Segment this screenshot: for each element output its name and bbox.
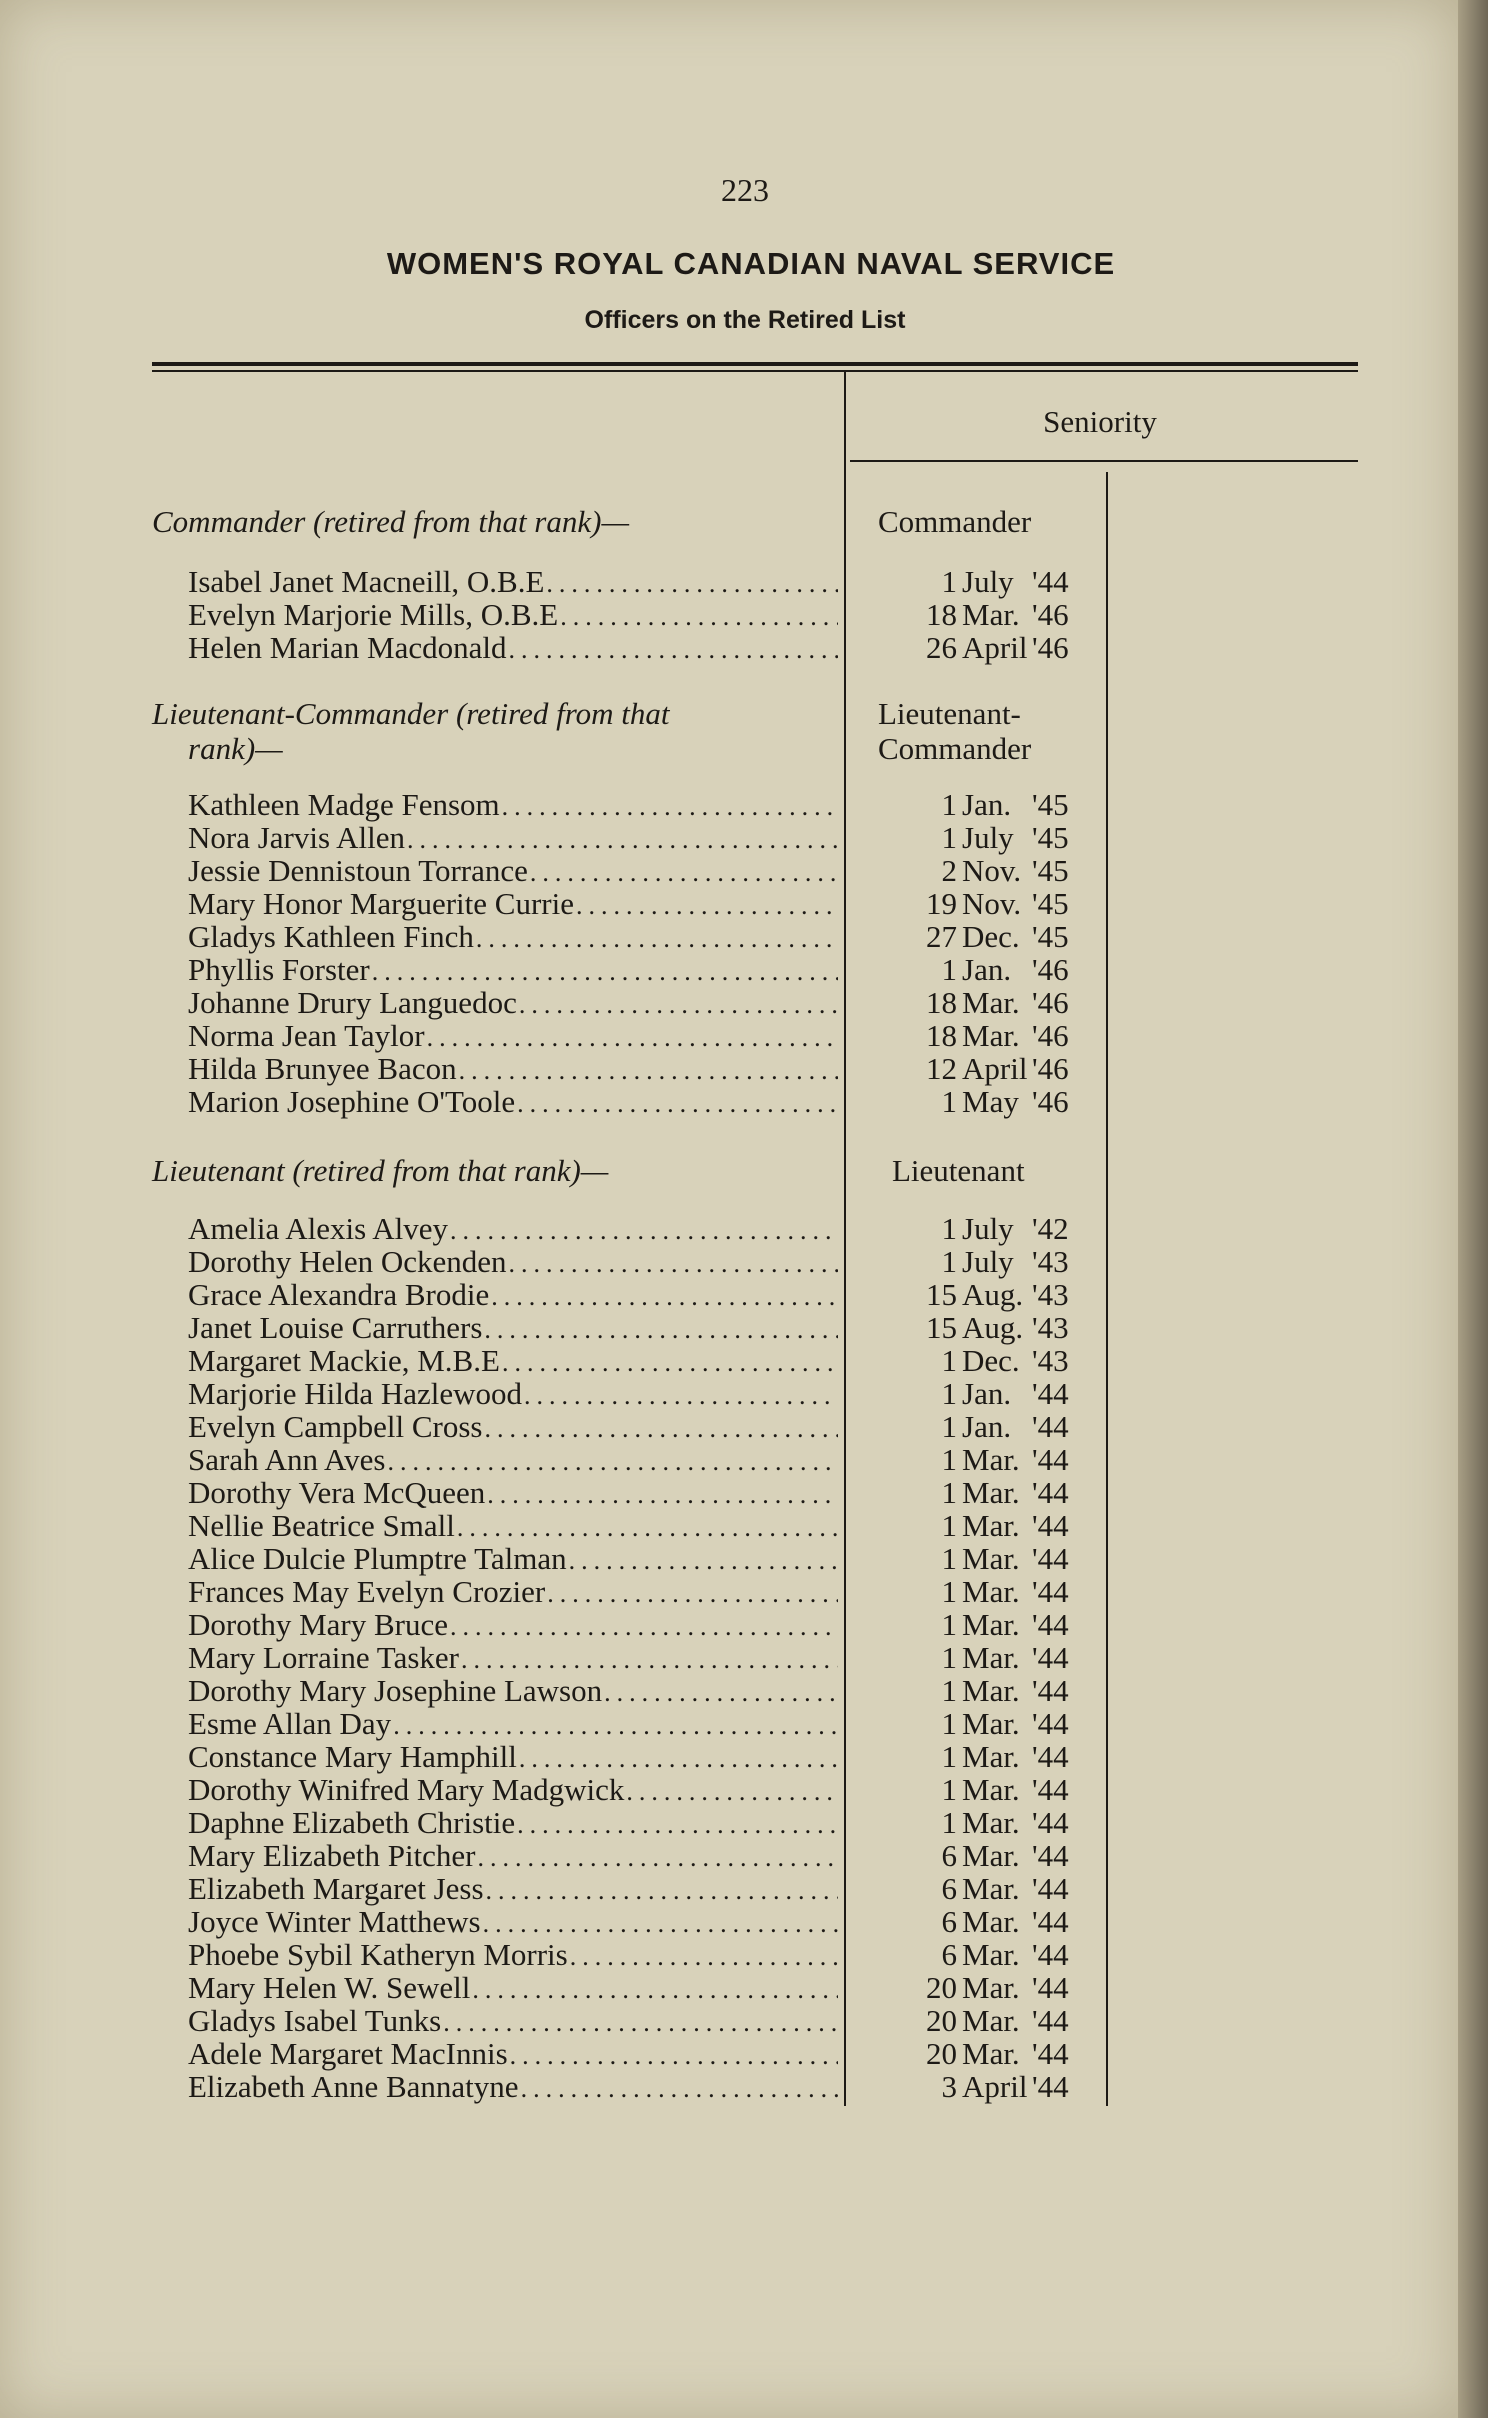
officer-name: Sarah Ann Aves — [188, 1442, 386, 1477]
leader-dots — [517, 1808, 838, 1841]
leader-dots — [576, 889, 838, 922]
leader-dots — [476, 922, 838, 955]
date-month: April — [962, 1051, 1028, 1086]
date-month: Dec. — [962, 1343, 1020, 1378]
officer-name: Dorothy Helen Ockenden — [188, 1244, 507, 1279]
seniority-date — [870, 920, 1102, 953]
leader-dots — [484, 1313, 838, 1346]
header-rule-thin — [152, 370, 1358, 372]
date-day: 1 — [941, 1706, 957, 1741]
leader-dots — [502, 790, 838, 823]
officer-name: Jessie Dennistoun Torrance — [188, 853, 528, 888]
column-divider — [844, 372, 846, 2106]
date-year: '44 — [1032, 1673, 1069, 1708]
date-year: '44 — [1032, 1574, 1069, 1609]
list-item — [188, 1641, 838, 1674]
list-item — [188, 1971, 838, 2004]
list-item — [188, 1938, 838, 1971]
list-item — [188, 788, 838, 821]
date-month: Jan. — [962, 1409, 1012, 1444]
officer-name: Joyce Winter Matthews — [188, 1904, 481, 1939]
list-item — [188, 1245, 838, 1278]
date-year: '46 — [1032, 1018, 1069, 1053]
date-month: Jan. — [962, 1376, 1012, 1411]
officer-name: Kathleen Madge Fensom — [188, 787, 500, 822]
date-day: 1 — [941, 1376, 957, 1411]
date-year: '44 — [1032, 1937, 1069, 1972]
date-year: '44 — [1032, 1904, 1069, 1939]
leader-dots — [461, 1643, 838, 1676]
date-day: 6 — [941, 1838, 957, 1873]
date-day: 1 — [941, 1772, 957, 1807]
seniority-date — [870, 1245, 1102, 1278]
date-day: 1 — [941, 1475, 957, 1510]
date-month: Mar. — [962, 1640, 1020, 1675]
date-year: '45 — [1032, 886, 1069, 921]
seniority-date — [870, 1674, 1102, 1707]
seniority-date — [870, 953, 1102, 986]
date-year: '44 — [1032, 1376, 1069, 1411]
date-month: Mar. — [962, 985, 1020, 1020]
list-item — [188, 1674, 838, 1707]
date-year: '44 — [1032, 1739, 1069, 1774]
date-day: 15 — [926, 1310, 957, 1345]
date-month: Mar. — [962, 597, 1020, 632]
officer-name: Mary Honor Marguerite Currie — [188, 886, 574, 921]
leader-dots — [547, 1577, 838, 1610]
date-year: '44 — [1032, 1541, 1069, 1576]
list-item — [188, 1542, 838, 1575]
officer-name: Amelia Alexis Alvey — [188, 1211, 449, 1246]
officer-name: Gladys Kathleen Finch — [188, 919, 474, 954]
leader-dots — [510, 2039, 838, 2072]
date-month: Mar. — [962, 1607, 1020, 1642]
date-day: 1 — [941, 1244, 957, 1279]
officer-name: Mary Helen W. Sewell — [188, 1970, 471, 2005]
officer-name: Gladys Isabel Tunks — [188, 2003, 442, 2038]
date-year: '44 — [1032, 2069, 1069, 2104]
list-item — [188, 2037, 838, 2070]
officer-name: Nellie Beatrice Small — [188, 1508, 455, 1543]
seniority-date — [870, 821, 1102, 854]
date-day: 2 — [941, 853, 957, 888]
date-day: 1 — [941, 564, 957, 599]
date-month: Mar. — [962, 1541, 1020, 1576]
officer-name: Norma Jean Taylor — [188, 1018, 425, 1053]
date-month: Mar. — [962, 1904, 1020, 1939]
date-day: 18 — [926, 597, 957, 632]
page-number: 223 — [721, 172, 769, 208]
list-item — [188, 1410, 838, 1443]
date-year: '46 — [1032, 1084, 1069, 1119]
date-day: 1 — [941, 1409, 957, 1444]
seniority-date — [870, 1740, 1102, 1773]
list-item — [188, 1740, 838, 1773]
date-month: Mar. — [962, 2036, 1020, 2071]
seniority-date — [870, 2070, 1102, 2103]
date-day: 20 — [926, 2036, 957, 2071]
seniority-date — [870, 1707, 1102, 1740]
officer-name: Isabel Janet Macneill, O.B.E — [188, 564, 545, 599]
seniority-date — [870, 1052, 1102, 1085]
date-month: Mar. — [962, 1508, 1020, 1543]
date-day: 1 — [941, 1541, 957, 1576]
date-month: Dec. — [962, 919, 1020, 954]
list-item — [188, 1476, 838, 1509]
page-edge — [1458, 0, 1488, 2418]
date-month: Mar. — [962, 1805, 1020, 1840]
date-year: '44 — [1032, 1805, 1069, 1840]
officer-name: Frances May Evelyn Crozier — [188, 1574, 546, 1609]
date-day: 6 — [941, 1937, 957, 1972]
rank-label-lieutenant-commander: Lieutenant- — [878, 696, 1021, 731]
seniority-date — [870, 2037, 1102, 2070]
leader-dots — [570, 1940, 838, 1973]
date-year: '44 — [1032, 564, 1069, 599]
rank-label-lieutenant: Lieutenant — [892, 1153, 1025, 1188]
date-year: '44 — [1032, 1442, 1069, 1477]
date-month: April — [962, 630, 1028, 665]
seniority-date — [870, 2004, 1102, 2037]
officer-name: Alice Dulcie Plumptre Talman — [188, 1541, 567, 1576]
officer-name: Constance Mary Hamphill — [188, 1739, 517, 1774]
date-month: Mar. — [962, 1739, 1020, 1774]
officer-name: Mary Elizabeth Pitcher — [188, 1838, 476, 1873]
leader-dots — [450, 1610, 838, 1643]
officer-name: Dorothy Winifred Mary Madgwick — [188, 1772, 625, 1807]
list-item — [188, 821, 838, 854]
list-item — [188, 1085, 838, 1118]
list-item — [188, 1278, 838, 1311]
date-year: '46 — [1032, 952, 1069, 987]
date-day: 1 — [941, 820, 957, 855]
seniority-date — [870, 1509, 1102, 1542]
leader-dots — [478, 1841, 838, 1874]
date-year: '46 — [1032, 630, 1069, 665]
date-day: 1 — [941, 1574, 957, 1609]
seniority-date — [870, 1212, 1102, 1245]
leader-dots — [519, 1742, 838, 1775]
officer-name: Janet Louise Carruthers — [188, 1310, 483, 1345]
date-month: Mar. — [962, 1442, 1020, 1477]
list-item — [188, 1707, 838, 1740]
date-year: '44 — [1032, 1475, 1069, 1510]
leader-dots — [626, 1775, 838, 1808]
section-heading-commander: Commander (retired from that rank)— — [152, 504, 630, 539]
date-month: Mar. — [962, 1970, 1020, 2005]
date-year: '45 — [1032, 853, 1069, 888]
officer-name: Phyllis Forster — [188, 952, 370, 987]
date-month: July — [962, 1211, 1014, 1246]
date-month: Aug. — [962, 1310, 1024, 1345]
leader-dots — [517, 1087, 838, 1120]
seniority-date — [870, 1773, 1102, 1806]
officer-name: Esme Allan Day — [188, 1706, 392, 1741]
date-month: July — [962, 564, 1014, 599]
seniority-date — [870, 1476, 1102, 1509]
leader-dots — [546, 567, 838, 600]
date-year: '46 — [1032, 1051, 1069, 1086]
date-month: Mar. — [962, 1673, 1020, 1708]
date-year: '43 — [1032, 1277, 1069, 1312]
date-day: 1 — [941, 1343, 957, 1378]
date-day: 1 — [941, 1607, 957, 1642]
seniority-date — [870, 1872, 1102, 1905]
list-item — [188, 1509, 838, 1542]
leader-dots — [427, 1021, 838, 1054]
officer-name: Nora Jarvis Allen — [188, 820, 405, 855]
list-item — [188, 1872, 838, 1905]
page-title: WOMEN'S ROYAL CANADIAN NAVAL SERVICE — [386, 246, 1116, 281]
seniority-date — [870, 631, 1102, 664]
officer-name: Dorothy Mary Bruce — [188, 1607, 448, 1642]
seniority-date — [870, 1905, 1102, 1938]
date-month: Mar. — [962, 1772, 1020, 1807]
seniority-date — [870, 1542, 1102, 1575]
date-year: '44 — [1032, 1970, 1069, 2005]
date-year: '43 — [1032, 1310, 1069, 1345]
date-day: 1 — [941, 1084, 957, 1119]
date-day: 6 — [941, 1871, 957, 1906]
officer-name: Elizabeth Margaret Jess — [188, 1871, 484, 1906]
seniority-date — [870, 1971, 1102, 2004]
date-day: 18 — [926, 1018, 957, 1053]
date-month: April — [962, 2069, 1028, 2104]
date-day: 20 — [926, 1970, 957, 2005]
officer-name: Margaret Mackie, M.B.E — [188, 1343, 500, 1378]
seniority-date — [870, 1608, 1102, 1641]
page-subtitle: Officers on the Retired List — [584, 306, 906, 334]
date-year: '46 — [1032, 597, 1069, 632]
seniority-date — [870, 1344, 1102, 1377]
leader-dots — [483, 1907, 838, 1940]
leader-dots — [524, 1379, 838, 1412]
officer-name: Daphne Elizabeth Christie — [188, 1805, 516, 1840]
officer-name: Marjorie Hilda Hazlewood — [188, 1376, 522, 1411]
rank-label-lieutenant-commander-cont: Commander — [878, 731, 1032, 766]
list-item — [188, 1905, 838, 1938]
list-item — [188, 1575, 838, 1608]
seniority-column-divider — [1106, 472, 1108, 2106]
date-day: 1 — [941, 1508, 957, 1543]
list-item — [188, 1806, 838, 1839]
seniority-date — [870, 854, 1102, 887]
date-year: '44 — [1032, 1607, 1069, 1642]
leader-dots — [443, 2006, 838, 2039]
leader-dots — [407, 823, 838, 856]
rank-label-commander: Commander — [878, 504, 1032, 539]
date-day: 1 — [941, 1673, 957, 1708]
officer-name: Phoebe Sybil Katheryn Morris — [188, 1937, 568, 1972]
date-year: '44 — [1032, 1772, 1069, 1807]
leader-dots — [604, 1676, 838, 1709]
date-month: Mar. — [962, 1574, 1020, 1609]
seniority-date — [870, 1410, 1102, 1443]
list-item — [188, 565, 838, 598]
seniority-date — [870, 1641, 1102, 1674]
leader-dots — [486, 1874, 838, 1907]
leader-dots — [459, 1054, 838, 1087]
seniority-date — [870, 1085, 1102, 1118]
date-year: '44 — [1032, 1871, 1069, 1906]
seniority-date — [870, 1019, 1102, 1052]
leader-dots — [502, 1346, 838, 1379]
list-item — [188, 631, 838, 664]
date-day: 1 — [941, 1442, 957, 1477]
date-month: July — [962, 1244, 1014, 1279]
officer-name: Evelyn Marjorie Mills, O.B.E — [188, 597, 559, 632]
section-heading-lieutenant-commander-cont: rank)— — [188, 731, 283, 766]
seniority-date — [870, 1278, 1102, 1311]
date-month: Nov. — [962, 886, 1022, 921]
leader-dots — [560, 600, 838, 633]
date-year: '44 — [1032, 1640, 1069, 1675]
officer-name: Dorothy Vera McQueen — [188, 1475, 486, 1510]
seniority-column-header: Seniority — [1043, 404, 1157, 439]
list-item — [188, 986, 838, 1019]
officer-name: Helen Marian Macdonald — [188, 630, 507, 665]
leader-dots — [484, 1412, 838, 1445]
date-day: 1 — [941, 1211, 957, 1246]
date-day: 26 — [926, 630, 957, 665]
leader-dots — [393, 1709, 838, 1742]
date-day: 1 — [941, 952, 957, 987]
seniority-date — [870, 598, 1102, 631]
date-day: 1 — [941, 787, 957, 822]
list-item — [188, 1344, 838, 1377]
leader-dots — [530, 856, 838, 889]
list-item — [188, 953, 838, 986]
seniority-date — [870, 1311, 1102, 1344]
date-year: '43 — [1032, 1343, 1069, 1378]
date-month: Aug. — [962, 1277, 1024, 1312]
leader-dots — [487, 1478, 838, 1511]
leader-dots — [387, 1445, 838, 1478]
date-month: Mar. — [962, 1937, 1020, 1972]
list-item — [188, 1377, 838, 1410]
date-year: '45 — [1032, 820, 1069, 855]
date-day: 1 — [941, 1739, 957, 1774]
date-year: '46 — [1032, 985, 1069, 1020]
date-day: 27 — [926, 919, 957, 954]
date-month: July — [962, 820, 1014, 855]
list-item — [188, 1311, 838, 1344]
officer-name: Mary Lorraine Tasker — [188, 1640, 459, 1675]
seniority-date — [870, 1806, 1102, 1839]
list-item — [188, 598, 838, 631]
list-item — [188, 1839, 838, 1872]
date-day: 20 — [926, 2003, 957, 2038]
seniority-date — [870, 1938, 1102, 1971]
seniority-date — [870, 1839, 1102, 1872]
officer-name: Adele Margaret MacInnis — [188, 2036, 508, 2071]
seniority-date — [870, 1575, 1102, 1608]
seniority-date — [870, 565, 1102, 598]
date-year: '44 — [1032, 1838, 1069, 1873]
list-item — [188, 887, 838, 920]
date-month: Mar. — [962, 1838, 1020, 1873]
date-day: 3 — [941, 2069, 957, 2104]
date-year: '43 — [1032, 1244, 1069, 1279]
date-year: '44 — [1032, 2036, 1069, 2071]
date-year: '44 — [1032, 2003, 1069, 2038]
date-month: Mar. — [962, 2003, 1020, 2038]
list-item — [188, 1212, 838, 1245]
seniority-date — [870, 1443, 1102, 1476]
date-year: '42 — [1032, 1211, 1069, 1246]
seniority-date — [870, 887, 1102, 920]
list-item — [188, 2004, 838, 2037]
officer-name: Johanne Drury Languedoc — [188, 985, 517, 1020]
date-year: '45 — [1032, 787, 1069, 822]
leader-dots — [472, 1973, 838, 2006]
officer-name: Marion Josephine O'Toole — [188, 1084, 516, 1119]
section-heading-lieutenant: Lieutenant (retired from that rank)— — [152, 1153, 609, 1188]
date-day: 1 — [941, 1640, 957, 1675]
seniority-date — [870, 1377, 1102, 1410]
date-year: '44 — [1032, 1508, 1069, 1543]
leader-dots — [521, 2072, 838, 2105]
list-item — [188, 1052, 838, 1085]
date-day: 18 — [926, 985, 957, 1020]
date-month: Nov. — [962, 853, 1022, 888]
list-item — [188, 854, 838, 887]
header-rule-thick — [152, 362, 1358, 366]
list-item — [188, 920, 838, 953]
seniority-date — [870, 986, 1102, 1019]
list-item — [188, 1019, 838, 1052]
list-item — [188, 1773, 838, 1806]
leader-dots — [491, 1280, 838, 1313]
date-month: Mar. — [962, 1871, 1020, 1906]
date-day: 15 — [926, 1277, 957, 1312]
leader-dots — [519, 988, 838, 1021]
seniority-date — [870, 788, 1102, 821]
officer-name: Elizabeth Anne Bannatyne — [188, 2069, 519, 2104]
date-day: 12 — [926, 1051, 957, 1086]
officer-name: Grace Alexandra Brodie — [188, 1277, 490, 1312]
leader-dots — [372, 955, 838, 988]
date-month: Jan. — [962, 787, 1012, 822]
seniority-header-rule — [850, 460, 1358, 462]
officer-name: Dorothy Mary Josephine Lawson — [188, 1673, 603, 1708]
leader-dots — [509, 633, 839, 666]
list-item — [188, 2070, 838, 2103]
date-month: May — [962, 1084, 1019, 1119]
leader-dots — [457, 1511, 838, 1544]
date-day: 1 — [941, 1805, 957, 1840]
date-month: Mar. — [962, 1475, 1020, 1510]
date-year: '45 — [1032, 919, 1069, 954]
date-month: Mar. — [962, 1018, 1020, 1053]
leader-dots — [509, 1247, 838, 1280]
date-day: 6 — [941, 1904, 957, 1939]
date-year: '44 — [1032, 1706, 1069, 1741]
date-year: '44 — [1032, 1409, 1069, 1444]
list-item — [188, 1443, 838, 1476]
date-day: 19 — [926, 886, 957, 921]
date-month: Mar. — [962, 1706, 1020, 1741]
leader-dots — [569, 1544, 838, 1577]
section-heading-lieutenant-commander: Lieutenant-Commander (retired from that — [152, 696, 670, 731]
leader-dots — [450, 1214, 838, 1247]
officer-name: Evelyn Campbell Cross — [188, 1409, 483, 1444]
officer-name: Hilda Brunyee Bacon — [188, 1051, 457, 1086]
date-month: Jan. — [962, 952, 1012, 987]
list-item — [188, 1608, 838, 1641]
